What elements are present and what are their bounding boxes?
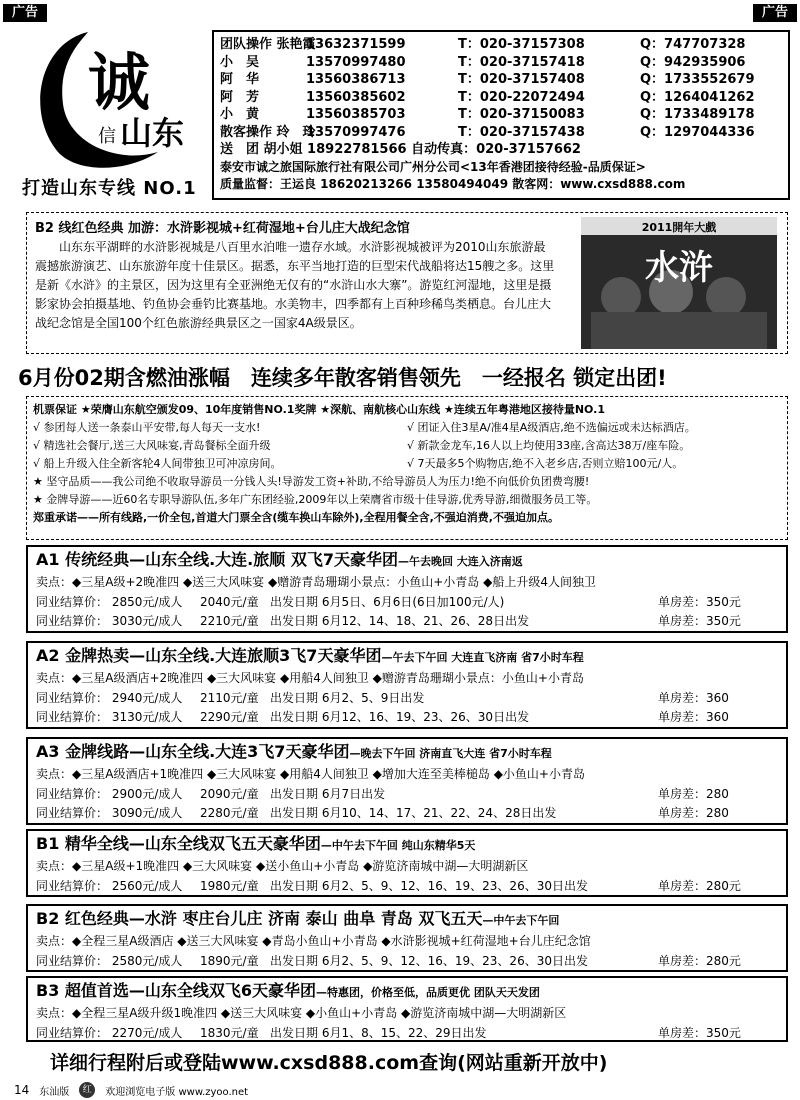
feature-item: √ 新款金龙车,16人以上均使用33座,含高达38万/座车险。 — [407, 439, 691, 452]
contact-name: 小 黄 — [220, 107, 260, 122]
package-sell: 卖点：◆三星A级酒店+1晚准四 ◆三大风味宴 ◆用船4人间独卫 ◆增加大连至美棒槌岛 ◆小鱼山+小青岛 — [36, 767, 585, 781]
price-row: 同业结算价： 2560元/成人 1980元/童 出发日期 6月2、5、9、12、16、19、23、26、30日出发 单房差：280元 — [36, 878, 741, 893]
story-body: 山东东平湖畔的水浒影视城是八百里水泊唯一遗存水域。水浒影视城被评为2010山东旅游最震撼旅游演艺、山东旅游年度十佳景区。据悉，东平当地打造的巨型宋代战船将达15艘之多。这里是新《水浒》的主景区，因为这里有全亚洲绝无仅有的“水浒山水大寨”。游览红河湿地，这里是摄影家协会拍摄基地、钓鱼协会垂钓比赛基地。水美物丰，四季都有上百种珍稀鸟类栖息。台儿庄大战纪念馆是全国100个红色旅游经典景区之一国家4A级景区。 — [35, 240, 555, 330]
contact-mobile: 13570997480 — [306, 54, 406, 70]
publisher-icon: 红 — [79, 1082, 95, 1098]
contact-box — [212, 30, 790, 200]
poster-title: 2011開年大戲 — [641, 221, 717, 234]
package-note: —晚去下午回 济南直飞大连 省7小时车程 — [349, 747, 552, 760]
feature-item: √ 7天最多5个购物店,绝不入老乡店,否则立赔100元/人。 — [407, 457, 684, 470]
package-sell: 卖点：◆三星A级+1晚准四 ◆三大风味宴 ◆送小鱼山+小青岛 ◆游览济南城中湖—大明湖新区 — [36, 859, 529, 873]
contact-phone: T：020-22072494 — [458, 89, 585, 105]
package-title: 金牌热卖—山东全线.大连旅顺3飞7天豪华团 — [65, 646, 382, 665]
package-code: A3 — [36, 742, 60, 761]
feature-line-1: 机票保证 ★荣膺山东航空颁发09、10年度销售NO.1奖牌 ★深航、南航核心山东线 ★连续五年粤港地区接待量NO.1 — [33, 403, 605, 416]
contact-extra-3: 质量监督：王运良 18620213266 13580494049 散客网：www.cxsd888.com — [220, 177, 686, 191]
feature-story — [26, 212, 788, 354]
feature-line-5: ★ 坚守品质——我公司绝不收取导游员一分钱人头!导游发工资+补助,不给导游员人为压力!绝不向低价负团费弯腰! — [33, 475, 590, 488]
package-note: —午去下午回 大连直飞济南 省7小时车程 — [381, 651, 584, 664]
package-title: 精华全线—山东全线双飞五天豪华团 — [64, 834, 321, 853]
contact-name: 阿 芳 — [220, 89, 260, 105]
logo-char-2: 信 — [98, 126, 116, 147]
edition-label: 东汕版 — [39, 1086, 70, 1098]
package-sell: 卖点：◆全程三星A级酒店 ◆送三大风味宴 ◆青岛小鱼山+小青岛 ◆水浒影视城+红荷湿地+台儿庄纪念馆 — [36, 934, 591, 948]
package-a3 — [26, 737, 788, 825]
contact-mobile: 13560385703 — [306, 107, 406, 122]
logo-slogan: 打造山东专线 NO.1 — [22, 178, 197, 199]
contact-qq: Q：1264041262 — [640, 89, 755, 105]
package-code: B1 — [36, 834, 60, 853]
package-title: 超值首选—山东全线双飞6天豪华团 — [64, 981, 317, 1000]
contact-phone: T：020-37157308 — [458, 37, 585, 52]
contact-row — [220, 106, 782, 124]
contact-phone: T：020-37150083 — [458, 107, 585, 122]
package-b1 — [26, 829, 788, 897]
poster-name: 水浒 — [645, 248, 713, 288]
logo-char-3: 山东 — [120, 114, 185, 152]
feature-item: √ 精选社会餐厅,送三大风味宴,青岛餐标全面升级 — [33, 439, 271, 452]
package-title: 红色经典—水浒 枣庄台儿庄 济南 泰山 曲阜 青岛 双飞五天 — [64, 909, 483, 928]
package-code: B2 — [36, 909, 60, 928]
ad-tag-left: 广告 — [3, 4, 47, 22]
feature-item: √ 团证入住3星A/准4星A级酒店,绝不选偏远或未达标酒店。 — [407, 421, 696, 434]
package-a2 — [26, 641, 788, 729]
package-note: —中午去下午回 — [482, 914, 560, 927]
package-sell: 卖点：◆三星A级酒店+2晚准四 ◆三大风味宴 ◆用船4人间独卫 ◆赠游青岛珊瑚小景点：小鱼山+小青岛 — [36, 671, 584, 685]
price-row: 同业结算价： 2580元/成人 1890元/童 出发日期 6月2、5、9、12、16、19、23、26、30日出发 单房差：280元 — [36, 953, 741, 968]
feature-item: √ 参团每人送一条泰山平安带,每人每天一支水! — [33, 421, 261, 434]
package-b3 — [26, 976, 788, 1042]
package-code: A2 — [36, 646, 60, 665]
contact-mobile: 13570997476 — [306, 124, 406, 140]
page-footer — [14, 1082, 248, 1098]
package-sell: 卖点：◆三星A级+2晚准四 ◆送三大风味宴 ◆赠游青岛珊瑚小景点：小鱼山+小青岛 ◆船上升级4人间独卫 — [36, 575, 596, 589]
page-number: 14 — [14, 1083, 30, 1097]
package-code: B3 — [36, 981, 60, 1000]
package-note: —午去晚回 大连入济南返 — [397, 555, 523, 568]
package-note: —中午去下午回 纯山东精华5天 — [320, 839, 476, 852]
feature-line-6: ★ 金牌导游——近60名专职导游队伍,多年广东团经验,2009年以上荣膺省市级十佳导游,优秀导游,细微服务员工等。 — [33, 493, 598, 506]
price-row: 同业结算价： 2850元/成人 2040元/童 出发日期 6月5日、6月6日(6日加100元/人) 单房差：350元 — [36, 594, 741, 609]
contact-row — [220, 89, 782, 107]
contact-row — [220, 124, 782, 142]
price-row: 同业结算价： 3090元/成人 2280元/童 出发日期 6月10、14、17、21、22、24、28日出发 单房差：280 — [36, 806, 729, 820]
price-row: 同业结算价： 3030元/成人 2210元/童 出发日期 6月12、14、18、21、26、28日出发 单房差：350元 — [36, 614, 741, 628]
price-row: 同业结算价： 2270元/成人 1830元/童 出发日期 6月1、8、15、22、29日出发 单房差：350元 — [36, 1025, 741, 1040]
contact-name: 小 吴 — [220, 54, 260, 70]
contact-qq: Q：747707328 — [640, 37, 746, 52]
contact-name: 阿 华 — [220, 72, 260, 87]
contact-name: 散客操作 玲 玲 — [220, 124, 316, 140]
contact-qq: Q：1733489178 — [640, 107, 755, 122]
contact-phone: T：020-37157408 — [458, 72, 585, 87]
ad-tag-right: 广告 — [753, 4, 797, 22]
contact-row — [220, 71, 782, 89]
contact-row — [220, 36, 782, 54]
package-a1 — [26, 545, 788, 633]
contact-name: 团队操作 张艳霞 — [220, 37, 316, 52]
contact-row — [220, 54, 782, 72]
logo-char-1: 诚 — [88, 46, 151, 119]
package-title: 传统经典—山东全线.大连.旅顺 双飞7天豪华团 — [65, 550, 398, 569]
poster-image — [581, 217, 777, 349]
package-b2 — [26, 904, 788, 972]
package-code: A1 — [36, 550, 60, 569]
contact-extra-2: 泰安市诚之旅国际旅行社有限公司广州分公司<13年香港团接待经验-品质保证> — [220, 159, 646, 174]
package-title: 金牌线路—山东全线.大连3飞7天豪华团 — [65, 742, 350, 761]
contact-qq: Q：1733552679 — [640, 72, 755, 87]
price-row: 同业结算价： 2900元/成人 2090元/童 出发日期 6月7日出发 单房差：280 — [36, 786, 729, 801]
story-title: B2 线红色经典 加游：水浒影视城+红荷湿地+台儿庄大战纪念馆 — [35, 221, 410, 236]
feature-item: √ 船上升级入住全新客轮4人间带独卫可冲凉房间。 — [33, 457, 282, 470]
contact-phone: T：020-37157418 — [458, 54, 585, 70]
contact-phone: T：020-37157438 — [458, 124, 585, 140]
package-sell: 卖点：◆全程三星A级升级1晚准四 ◆送三大风味宴 ◆小鱼山+小青岛 ◆游览济南城中湖—大明湖新区 — [36, 1006, 567, 1020]
contact-qq: Q：942935906 — [640, 54, 746, 70]
contact-mobile: 13560386713 — [306, 72, 406, 87]
feature-line-7: 郑重承诺——所有线路,一价全包,首道大门票全含(缆车换山车除外),全程用餐全含,不强迫消费,不强迫加点。 — [33, 511, 559, 524]
footer-text: 欢迎浏览电子版 www.zyoo.net — [105, 1086, 249, 1098]
contact-mobile: 13632371599 — [306, 37, 406, 52]
package-note: —特惠团，价格至低，品质更优 团队天天发团 — [316, 986, 540, 999]
headline: 6月份02期含燃油涨幅 连续多年散客销售领先 一经报名 锁定出团! — [18, 366, 667, 390]
price-row: 同业结算价： 2940元/成人 2110元/童 出发日期 6月2、5、9日出发 单房差：360 — [36, 690, 729, 705]
contact-qq: Q：1297044336 — [640, 124, 755, 140]
contact-extra-1: 送 团 胡小姐 18922781566 自动传真：020-37157662 — [220, 142, 581, 157]
price-row: 同业结算价： 3130元/成人 2290元/童 出发日期 6月12、16、19、23、26、30日出发 单房差：360 — [36, 710, 729, 724]
features-box — [26, 396, 788, 540]
contact-mobile: 13560385602 — [306, 89, 406, 105]
bottom-cta: 详细行程附后或登陆www.cxsd888.com查询(网站重新开放中) — [50, 1052, 608, 1074]
